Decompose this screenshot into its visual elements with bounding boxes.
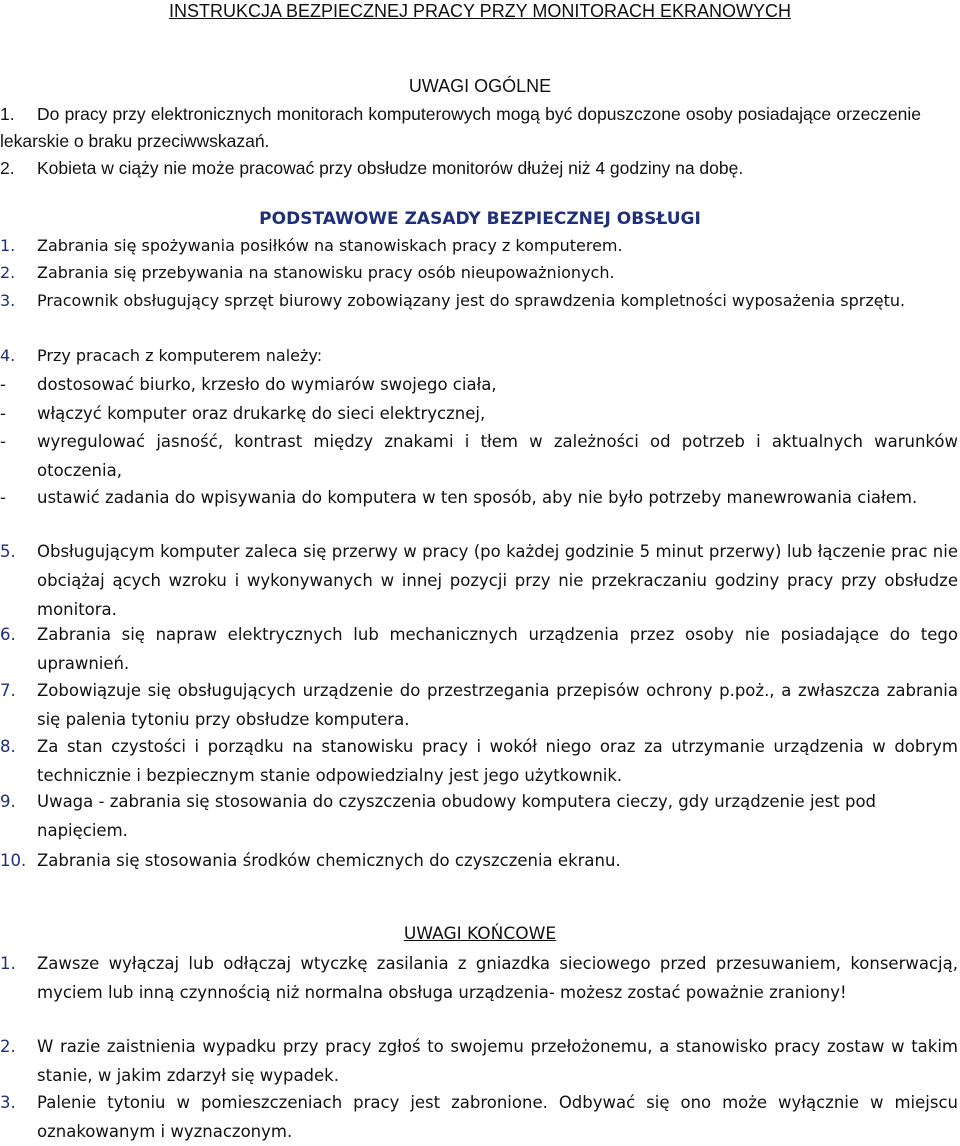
item-text: Przy pracach z komputerem należy: [37,346,323,365]
item-number: 10. [0,851,27,870]
item-number: 1. [0,954,16,973]
dash-bullet: - [0,432,6,451]
item-number: 1. [0,104,15,124]
item-text: Zawsze wyłączaj lub odłączaj wtyczkę zasilania z gniazdka sieciowego przed przesuwaniem, konserwacją, myciem lub inną czynnością niż normalna obsługa urządzenia- możesz zostać poważnie zraniony! [37,954,958,1002]
item-number: 1. [0,236,16,255]
dash-bullet: - [0,488,6,507]
item-number: 4. [0,346,16,365]
item-text: Za stan czystości i porządku na stanowisku pracy i wokół niego oraz za utrzymanie urządzenia w dobrym technicznie i bezpiecznym stanie odpowiedzialny jest jego użytkownik. [37,737,958,785]
item-text: Zabrania się napraw elektrycznych lub mechanicznych urządzenia przez osoby nie posiadające do tego uprawnień. [37,625,958,673]
item-number: 2. [0,263,16,282]
item-number: 3. [0,291,16,310]
item-text: ustawić zadania do wpisywania do komputera w ten sposób, aby nie było potrzeby manewrowania ciałem. [37,488,918,507]
section-heading-final-notes: UWAGI KOŃCOWE [403,924,557,944]
item-text: Zabrania się stosowania środków chemicznych do czyszczenia ekranu. [37,851,621,870]
item-number: 3. [0,1093,16,1112]
item-number: 2. [0,158,15,178]
item-number: 8. [0,737,16,756]
dash-bullet: - [0,375,6,394]
item-text: W razie zaistnienia wypadku przy pracy zgłoś to swojemu przełożonemu, a stanowisko pracy zostaw w takim stanie, w jakim zdarzył się wypadek. [37,1037,958,1085]
item-text: Do pracy przy elektronicznych monitorach komputerowych mogą być dopuszczone osoby posiadające orzeczenie lekarskie o braku przeciwwskazań. [0,104,921,151]
item-number: 5. [0,542,16,561]
section-heading-basic-rules: PODSTAWOWE ZASADY BEZPIECZNEJ OBSŁUGI [259,209,701,229]
dash-bullet: - [0,404,6,423]
item-number: 7. [0,681,16,700]
item-text: Pracownik obsługujący sprzęt biurowy zobowiązany jest do sprawdzenia kompletności wyposażenia sprzętu. [37,291,906,310]
item-text: Zabrania się spożywania posiłków na stanowiskach pracy z komputerem. [37,236,623,255]
item-text: dostosować biurko, krzesło do wymiarów swojego ciała, [37,375,497,394]
item-text: Zobowiązuje się obsługujących urządzenie do przestrzegania przepisów ochrony p.poż., a zwłaszcza zabrania się palenia tytoniu przy obsłudze komputera. [37,681,958,729]
item-text: wyregulować jasność, kontrast między znakami i tłem w zależności od potrzeb i aktualnych warunków otoczenia, [37,432,958,480]
item-text: Obsługującym komputer zaleca się przerwy w pracy (po każdej godzinie 5 minut przerwy) lub łączenie prac nie obciążaj ących wzroku i wykonywanych w innej pozycji przy nie przekraczaniu godziny pracy przy obsłudze monitora. [37,542,958,619]
item-number: 2. [0,1037,16,1056]
item-text: Palenie tytoniu w pomieszczeniach pracy jest zabronione. Odbywać się ono może wyłącznie w miejscu oznakowanym i wyznaczonym. [37,1093,958,1141]
item-number: 6. [0,625,16,644]
item-text: Zabrania się przebywania na stanowisku pracy osób nieupoważnionych. [37,263,615,282]
section-heading-general: UWAGI OGÓLNE [408,76,552,96]
document-title: INSTRUKCJA BEZPIECZNEJ PRACY PRZY MONITORACH EKRANOWYCH [168,1,792,21]
item-text: Kobieta w ciąży nie może pracować przy obsłudze monitorów dłużej niż 4 godziny na dobę. [37,158,744,178]
item-text: włączyć komputer oraz drukarkę do sieci elektrycznej, [37,404,486,423]
item-number: 9. [0,792,16,811]
item-text: Uwaga - zabrania się stosowania do czyszczenia obudowy komputera cieczy, gdy urządzenie jest pod napięciem. [37,792,877,840]
